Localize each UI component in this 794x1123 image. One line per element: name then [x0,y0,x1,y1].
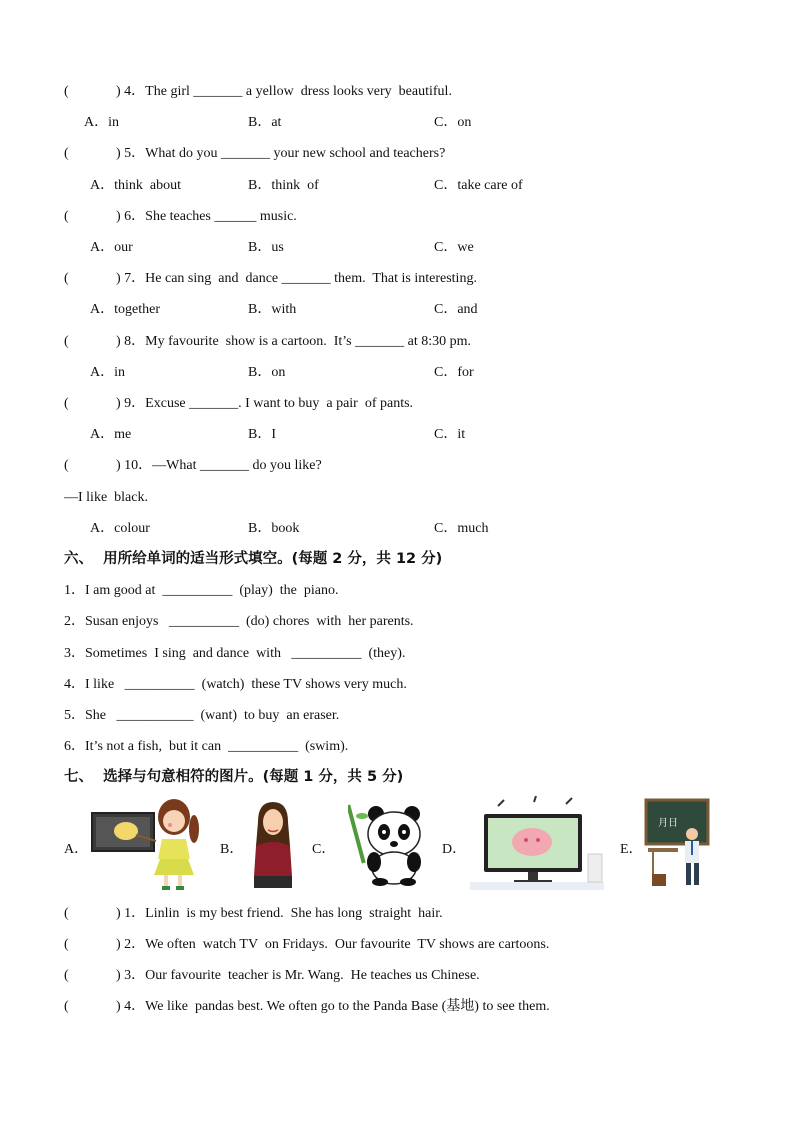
girl-cleaning-picture [90,795,206,891]
question-number: ) 1． [116,906,146,921]
option-b: B．I [248,427,276,442]
option-b: B．us [248,240,284,255]
question-number: ) 8． [116,334,146,349]
question-text: She teaches ______ music. [145,209,297,224]
tv-cartoon-picture [470,796,604,892]
answer-paren[interactable]: ( [64,396,69,411]
answer-paren[interactable]: ( [64,334,69,349]
question-text: We often watch TV on Fridays. Our favourite TV shows are cartoons. [145,937,550,952]
question-line [64,270,477,288]
question-text: Excuse _______. I want to buy a pair of pants. [145,396,414,411]
answer-paren[interactable]: ( [64,937,69,952]
option-b: B．on [248,365,286,380]
option-a: A．in [84,115,119,130]
answer-paren[interactable]: ( [64,271,69,286]
question-line [64,83,452,101]
option-b: B．book [248,521,300,536]
question-line [64,395,413,413]
woman-long-hair-picture [248,800,298,890]
option-c: C．it [434,427,466,442]
question-line [64,145,445,163]
blackboard-text: 月日 [658,818,678,829]
panda-picture [348,802,428,886]
question-line [64,333,471,351]
question-text: He can sing and dance _______ them. That is interesting. [145,271,477,286]
option-a: A．colour [90,521,150,536]
option-b: B．think of [248,178,319,193]
picture-label-a: A． [64,842,89,857]
option-c: C．for [434,365,474,380]
question-text: Our favourite teacher is Mr. Wang. He teaches us Chinese. [145,968,480,983]
question-line [64,457,322,475]
teacher-blackboard-picture [644,798,712,890]
picture-label-c: C． [312,842,336,857]
picture-question-4 [64,998,550,1016]
fill-item-5: 5．She ___________ (want) to buy an eraser. [64,708,340,723]
question-text: Linlin is my best friend. She has long straight hair. [145,906,443,921]
section-seven-heading: 七、 选择与句意相符的图片。(每题 1 分，共 5 分) [64,769,404,785]
question-text: My favourite show is a cartoon. It’s _______ at 8:30 pm. [145,334,472,349]
picture-label-d: D． [442,842,467,857]
fill-item-6: 6．It’s not a fish, but it can __________ (swim). [64,739,349,754]
answer-paren[interactable]: ( [64,968,69,983]
picture-label-b: B． [220,842,244,857]
answer-paren[interactable]: ( [64,146,69,161]
option-a: A．our [90,240,133,255]
option-c: C．we [434,240,474,255]
question-number: ) 2． [116,937,146,952]
fill-item-4: 4．I like __________ (watch) these TV shows very much. [64,677,407,692]
question-text: What do you _______ your new school and teachers? [145,146,446,161]
question-line [64,208,297,226]
answer-paren[interactable]: ( [64,906,69,921]
question-number: ) 9． [116,396,146,411]
option-a: A．together [90,302,160,317]
question-number: ) 4． [116,84,146,99]
question-number: ) 7． [116,271,146,286]
fill-item-1: 1．I am good at __________ (play) the piano. [64,583,339,598]
picture-label-e: E． [620,842,643,857]
option-b: B．with [248,302,297,317]
question-number: ) 10． [116,458,153,473]
option-c: C．take care of [434,178,523,193]
picture-question-2 [64,936,549,954]
option-b: B．at [248,115,282,130]
option-a: A．in [90,365,125,380]
option-c: C．on [434,115,472,130]
answer-paren[interactable]: ( [64,999,69,1014]
question-number: ) 3． [116,968,146,983]
fill-item-2: 2．Susan enjoys __________ (do) chores with her parents. [64,614,414,629]
question-answer-line: —I like black. [64,490,148,505]
question-text: The girl _______ a yellow dress looks very beautiful. [145,84,452,99]
option-c: C．much [434,521,489,536]
answer-paren[interactable]: ( [64,458,69,473]
picture-question-1 [64,905,443,923]
option-a: A．think about [90,178,181,193]
fill-item-3: 3．Sometimes I sing and dance with __________ (they). [64,646,406,661]
question-text: We like pandas best. We often go to the Panda Base (基地) to see them. [145,999,550,1014]
question-number: ) 4． [116,999,146,1014]
question-number: ) 6． [116,209,146,224]
option-a: A．me [90,427,132,442]
answer-paren[interactable]: ( [64,209,69,224]
answer-paren[interactable]: ( [64,84,69,99]
question-number: ) 5． [116,146,146,161]
section-six-heading: 六、 用所给单词的适当形式填空。(每题 2 分，共 12 分) [64,551,443,567]
option-c: C．and [434,302,478,317]
question-text: —What _______ do you like? [152,458,322,473]
picture-question-3 [64,967,480,985]
